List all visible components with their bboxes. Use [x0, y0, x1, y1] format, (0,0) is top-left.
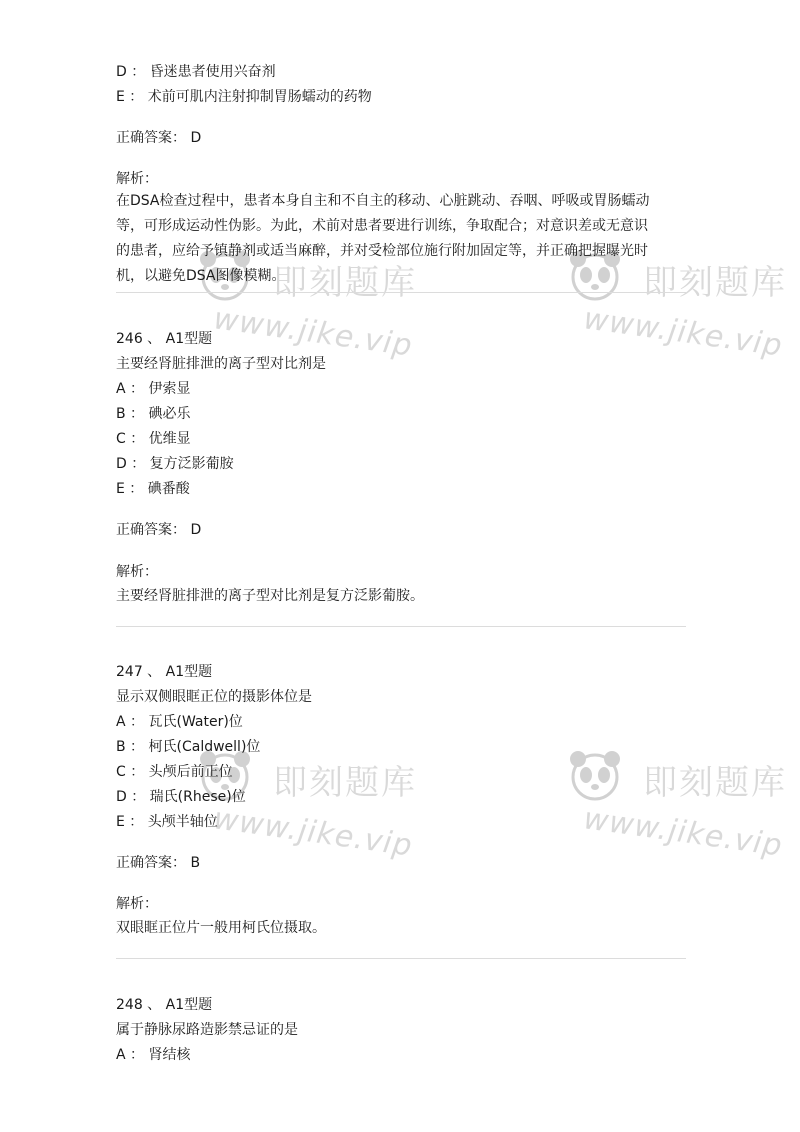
watermark-text: 即刻题库	[273, 763, 417, 803]
watermark-text: 即刻题库	[643, 763, 787, 803]
option-d: D ： 复方泛影葡胺	[116, 456, 234, 472]
question-stem: 显示双侧眼眶正位的摄影体位是	[116, 689, 312, 705]
panda-logo-icon	[565, 745, 625, 805]
analysis-label: 解析：	[116, 564, 158, 580]
question-divider	[116, 292, 686, 293]
option-a: A ： 瓦氏(Water)位	[116, 714, 243, 730]
watermark-text: 即刻题库	[643, 263, 787, 303]
watermark-text: 即刻题库	[273, 263, 417, 303]
option-b: B ： 柯氏(Caldwell)位	[116, 739, 261, 755]
option-e: E ： 头颅半轴位	[116, 814, 218, 830]
question-header: 247 、 A1型题	[116, 664, 213, 680]
watermark-url: www.jike.vip	[211, 801, 415, 864]
option-a: A ： 肾结核	[116, 1047, 191, 1063]
watermark	[195, 745, 455, 875]
analysis-text: 在DSA检查过程中，患者本身自主和不自主的移动、心脏跳动、吞咽、呼吸或胃肠蠕动 等，可形成运动性伪影。为此，术前对患者要进行训练，争取配合；对意识差或无意识 的患者，应给予镇静剂或适当麻醉，并对受检部位施行附加固定等，并正确把握曝光时 机，以避免DSA图像模糊。	[116, 193, 650, 284]
analysis-text: 主要经肾脏排泄的离子型对比剂是复方泛影葡胺。	[116, 588, 424, 604]
option-e: E ： 术前可肌内注射抑制胃肠蠕动的药物	[116, 89, 372, 105]
watermark-url: www.jike.vip	[581, 801, 785, 864]
correct-answer: 正确答案： B	[116, 855, 201, 871]
option-b: B ： 碘必乐	[116, 406, 191, 422]
option-a: A ： 伊索显	[116, 381, 191, 397]
correct-answer: 正确答案： D	[116, 130, 202, 146]
question-divider	[116, 626, 686, 627]
watermark-url: www.jike.vip	[581, 301, 785, 364]
question-stem: 属于静脉尿路造影禁忌证的是	[116, 1022, 298, 1038]
option-d: D ： 瑞氏(Rhese)位	[116, 789, 246, 805]
option-c: C ： 优维显	[116, 431, 191, 447]
option-c: C ： 头颅后前正位	[116, 764, 233, 780]
option-d: D ： 昏迷患者使用兴奋剂	[116, 64, 276, 80]
option-e: E ： 碘番酸	[116, 481, 190, 497]
analysis-label: 解析：	[116, 171, 158, 187]
analysis-label: 解析：	[116, 896, 158, 912]
watermark-url: www.jike.vip	[211, 301, 415, 364]
question-header: 248 、 A1型题	[116, 997, 213, 1013]
question-stem: 主要经肾脏排泄的离子型对比剂是	[116, 356, 326, 372]
question-header: 246 、 A1型题	[116, 331, 213, 347]
correct-answer: 正确答案： D	[116, 522, 202, 538]
watermark	[565, 745, 800, 875]
question-divider	[116, 958, 686, 959]
analysis-text: 双眼眶正位片一般用柯氏位摄取。	[116, 920, 326, 936]
